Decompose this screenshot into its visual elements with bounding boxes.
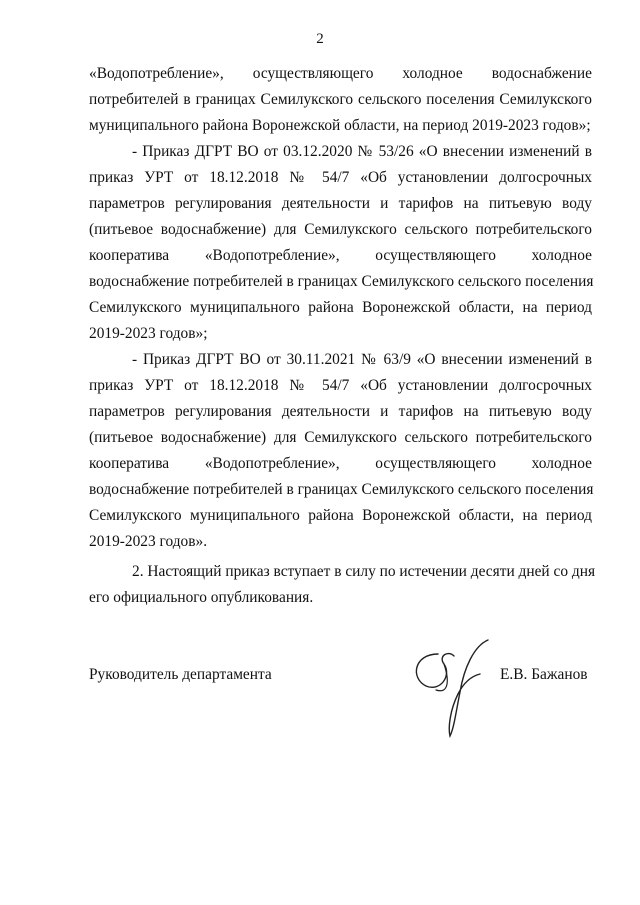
text-line: кооператива «Водопотребление», осуществляющего холодное bbox=[89, 455, 592, 472]
text-line: приказ УРТ от 18.12.2018 № 54/7 «Об установлении долгосрочных bbox=[89, 377, 592, 394]
text-line: - Приказ ДГРТ ВО от 30.11.2021 № 63/9 «О внесении изменений в bbox=[132, 351, 592, 368]
signatory-title: Руководитель департамента bbox=[89, 666, 272, 683]
text-line: его официального опубликования. bbox=[89, 589, 314, 606]
page-number: 2 bbox=[316, 31, 324, 47]
text-line: (питьевое водоснабжение) для Семилукского сельского потребительского bbox=[89, 429, 592, 446]
text-line: - Приказ ДГРТ ВО от 03.12.2020 № 53/26 «О внесении изменений в bbox=[132, 143, 592, 160]
text-line: Семилукского муниципального района Воронежской области, на период bbox=[89, 507, 592, 524]
text-line: «Водопотребление», осуществляющего холодное водоснабжение bbox=[89, 65, 592, 82]
text-line: потребителей в границах Семилукского сельского поселения Семилукского bbox=[89, 91, 592, 108]
text-line: водоснабжение потребителей в границах Семилукского сельского поселения bbox=[89, 481, 594, 498]
signatory-name: Е.В. Бажанов bbox=[500, 666, 588, 683]
text-line: 2. Настоящий приказ вступает в силу по истечении десяти дней со дня bbox=[132, 563, 596, 580]
text-line: 2019-2023 годов»; bbox=[89, 325, 208, 342]
text-line: параметров регулирования деятельности и тарифов на питьевую воду bbox=[89, 195, 592, 212]
handwritten-signature bbox=[408, 632, 498, 742]
text-line: водоснабжение потребителей в границах Семилукского сельского поселения bbox=[89, 273, 594, 290]
text-line: приказ УРТ от 18.12.2018 № 54/7 «Об установлении долгосрочных bbox=[89, 169, 592, 186]
text-line: 2019-2023 годов». bbox=[89, 533, 208, 550]
text-line: Семилукского муниципального района Воронежской области, на период bbox=[89, 299, 592, 316]
text-line: кооператива «Водопотребление», осуществляющего холодное bbox=[89, 247, 592, 264]
text-line: муниципального района Воронежской области, на период 2019-2023 годов»; bbox=[89, 117, 591, 134]
text-line: (питьевое водоснабжение) для Семилукского сельского потребительского bbox=[89, 221, 592, 238]
text-line: параметров регулирования деятельности и тарифов на питьевую воду bbox=[89, 403, 592, 420]
